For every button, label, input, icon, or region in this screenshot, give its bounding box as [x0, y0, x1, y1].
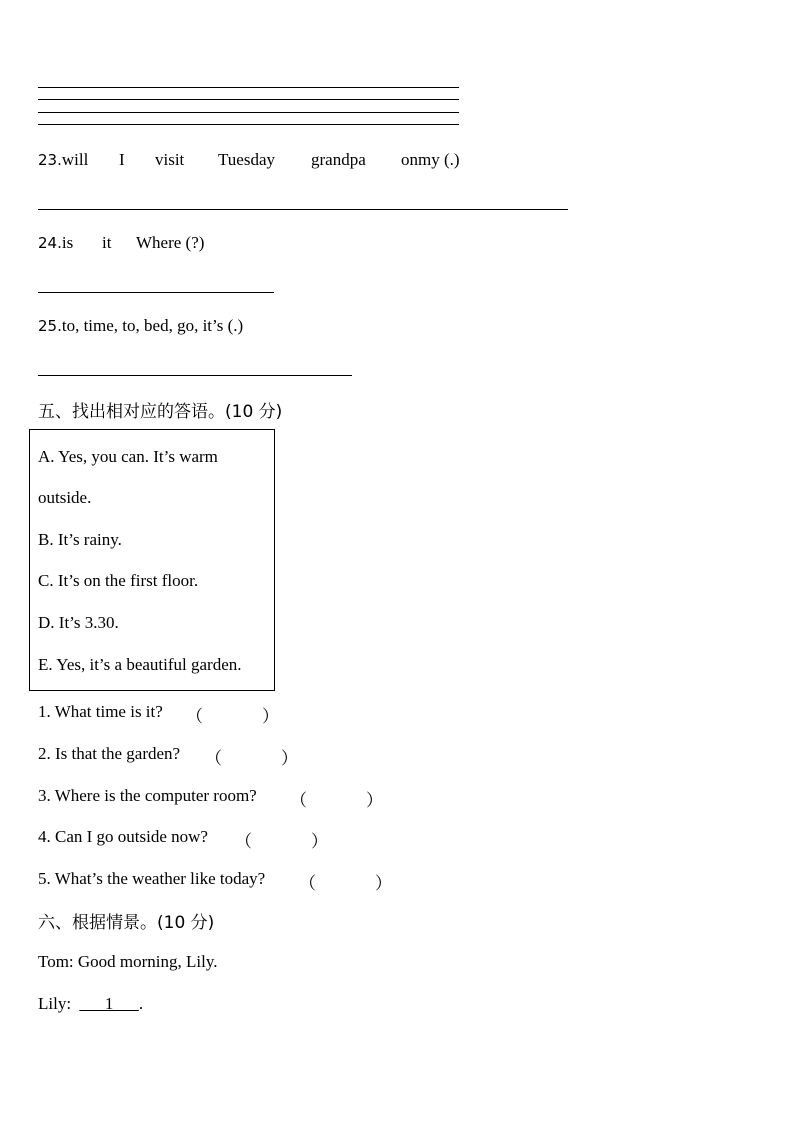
question-text: 1. What time is it? [38, 702, 163, 721]
matching-question-5 [38, 869, 265, 889]
option-b: B. It’s rainy. [38, 530, 122, 549]
answer-blank[interactable]: 1 [79, 994, 139, 1013]
matching-question-1 [38, 702, 163, 722]
answer-line [38, 99, 459, 100]
option-d: D. It’s 3.30. [38, 613, 119, 632]
answer-paren-close: ） [375, 874, 392, 893]
question-24 [38, 233, 73, 253]
answer-paren-open: （ [186, 707, 203, 726]
option-c: C. It’s on the first floor. [38, 571, 199, 590]
matching-question-3 [38, 786, 257, 806]
question-25 [38, 316, 243, 336]
word: onmy (.) [401, 150, 460, 169]
answer-paren-open: （ [290, 791, 307, 810]
matching-question-4 [38, 827, 208, 847]
options-box [29, 429, 275, 691]
word: grandpa [311, 150, 366, 169]
question-number: 24. [38, 234, 62, 252]
answer-line [38, 209, 568, 210]
question-number: 25. [38, 317, 62, 335]
answer-paren-close: ） [366, 791, 383, 810]
punctuation: . [138, 994, 144, 1013]
answer-paren-open: （ [299, 874, 316, 893]
answer-paren-close: ） [262, 707, 279, 726]
word: will [61, 150, 89, 169]
answer-paren-close: ） [311, 832, 328, 851]
word: it [102, 233, 112, 252]
dialogue-line [38, 994, 143, 1014]
answer-line [38, 292, 274, 293]
answer-line [38, 375, 352, 376]
question-23 [38, 150, 88, 170]
section-title: 五、找出相对应的答语。(10 分) [38, 402, 283, 422]
question-number: 23. [38, 151, 62, 169]
answer-line [38, 87, 459, 88]
question-text: 4. Can I go outside now? [38, 827, 208, 846]
question-text: 2. Is that the garden? [38, 744, 181, 763]
word: visit [155, 150, 185, 169]
question-text: 3. Where is the computer room? [38, 786, 257, 805]
matching-question-2 [38, 744, 180, 764]
answer-line [38, 124, 459, 125]
option-a-continued: outside. [38, 488, 92, 507]
section-title: 六、根据情景。(10 分) [38, 913, 215, 933]
answer-paren-open: （ [235, 832, 252, 851]
answer-paren-open: （ [205, 749, 222, 768]
question-text: to, time, to, bed, go, it’s (.) [61, 316, 244, 335]
question-text: 5. What’s the weather like today? [38, 869, 266, 888]
answer-paren-close: ） [281, 749, 298, 768]
answer-line [38, 112, 459, 113]
option-e: E. Yes, it’s a beautiful garden. [38, 655, 242, 674]
word: is [61, 233, 74, 252]
speaker-label: Lily: [38, 994, 72, 1013]
dialogue-line: Tom: Good morning, Lily. [38, 952, 218, 971]
option-a: A. Yes, you can. It’s warm [38, 447, 218, 466]
word: Where (?) [136, 233, 205, 252]
word: Tuesday [218, 150, 275, 169]
word: I [119, 150, 125, 169]
